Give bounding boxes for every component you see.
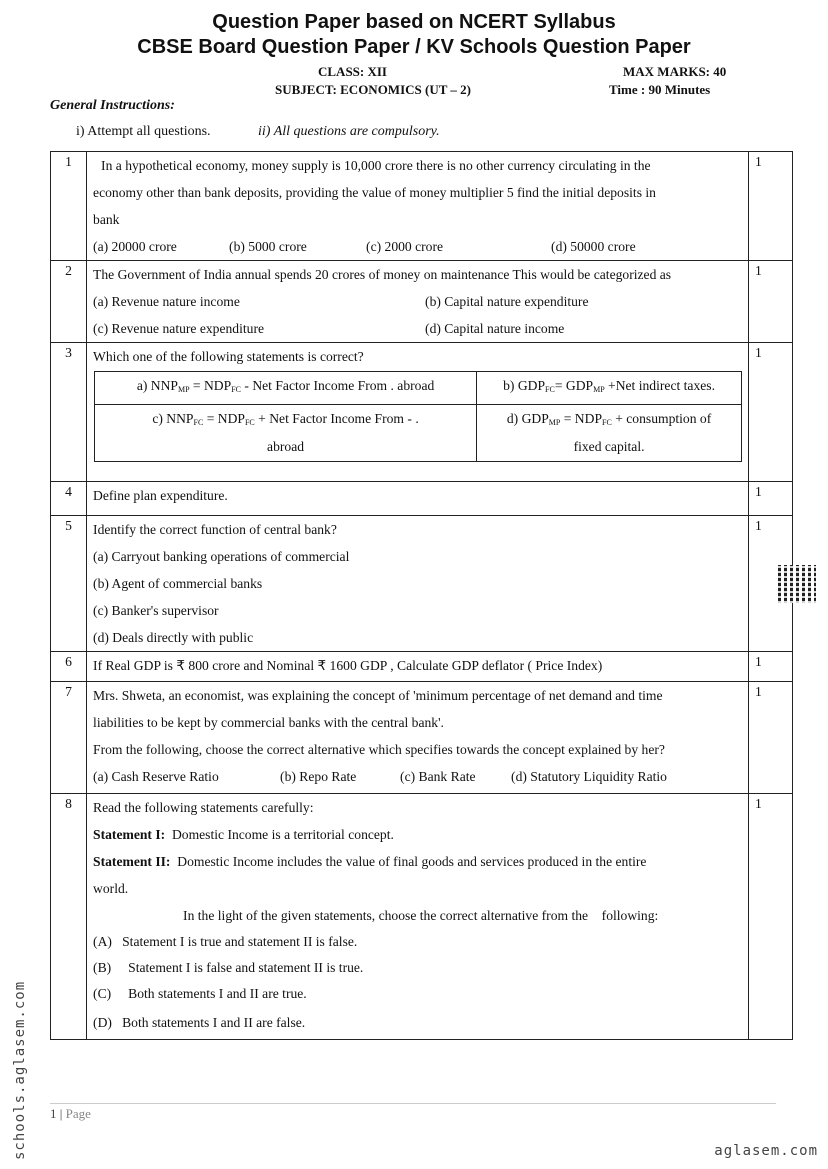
instruction-1: i) Attempt all questions. (76, 124, 211, 139)
question-marks: 1 (749, 261, 793, 343)
q7-line-3: From the following, choose the correct alternative which specifies towards the concept explained by her? (93, 742, 665, 757)
q8-statement-2: Statement II: Domestic Income includes the value of final goods and services produced in the entire (93, 854, 647, 869)
question-row-8 (51, 794, 793, 1040)
q5-line-1: Identify the correct function of central bank? (93, 522, 337, 537)
q7-option-b: (b) Repo Rate (280, 769, 357, 784)
qr-code-icon (778, 565, 816, 603)
question-number: 5 (51, 516, 87, 652)
q1-line-2: economy other than bank deposits, providing the value of money multiplier 5 find the initial deposits in (93, 185, 656, 200)
question-marks: 1 (749, 343, 793, 482)
q1-option-b: (b) 5000 crore (229, 239, 307, 254)
q8-option-c: (C) Both statements I and II are true. (93, 986, 307, 1001)
q1-option-c: (c) 2000 crore (366, 239, 444, 254)
q3-option-d: d) $GDP_{MP} = NDP_{FC}$ + consumption of fixed capital. (477, 405, 742, 462)
time-label: Time : 90 Minutes (609, 82, 711, 97)
q2-line-1: The Government of India annual spends 20 crores of money on maintenance This would be categorized as (93, 267, 672, 282)
max-marks-label: MAX MARKS: 40 (623, 64, 727, 79)
question-number: 7 (51, 682, 87, 794)
q7-line-1: Mrs. Shweta, an economist, was explaining the concept of 'minimum percentage of net demand and time (93, 688, 663, 703)
question-row-7 (51, 682, 793, 794)
q4-line-1: Define plan expenditure. (93, 488, 228, 503)
question-number: 6 (51, 652, 87, 682)
q8-statement-1: Statement I: Domestic Income is a territorial concept. (93, 827, 394, 842)
q1-option-a: (a) 20000 crore (93, 239, 177, 254)
header-title-line2: CBSE Board Question Paper / KV Schools Question Paper (137, 36, 691, 58)
q5-option-b: (b) Agent of commercial banks (93, 576, 263, 591)
q2-option-d: (d) Capital nature income (425, 321, 565, 336)
brand-watermark: aglasem.com (714, 1143, 818, 1159)
subject-label: SUBJECT: ECONOMICS (UT – 2) (275, 82, 471, 97)
question-number: 3 (51, 343, 87, 482)
q2-option-c: (c) Revenue nature expenditure (93, 321, 265, 336)
q3-line-1: Which one of the following statements is correct? (93, 349, 364, 364)
question-marks: 1 (749, 516, 793, 652)
q3-options-table (94, 371, 742, 462)
question-number: 4 (51, 482, 87, 516)
q8-option-d: (D) Both statements I and II are false. (93, 1015, 306, 1030)
general-instructions-title: General Instructions: (50, 98, 175, 113)
q3-option-b: b) $GDP_{FC}= GDP_{MP} +Net$ indirect taxes. (477, 372, 742, 405)
q7-option-a: (a) Cash Reserve Ratio (93, 769, 219, 784)
q5-option-c: (c) Banker's supervisor (93, 603, 219, 618)
q3-option-a: a) $NNP_{MP} = NDP_{FC}$ - Net Factor Income From . abroad (95, 372, 477, 405)
q1-option-d: (d) 50000 crore (551, 239, 636, 254)
q2-option-b: (b) Capital nature expenditure (425, 294, 589, 309)
question-marks: 1 (749, 794, 793, 1040)
question-number: 1 (51, 152, 87, 261)
q1-line-1: In a hypothetical economy, money supply is 10,000 crore there is no other currency circulating in the (101, 158, 651, 173)
q8-option-b: (B) Statement I is false and statement II is true. (93, 960, 364, 975)
q7-option-c: (c) Bank Rate (400, 769, 476, 784)
q8-line-5: In the light of the given statements, choose the correct alternative from the following: (183, 908, 659, 923)
q8-line-1: Read the following statements carefully: (93, 800, 314, 815)
header-title-line1: Question Paper based on NCERT Syllabus (212, 11, 616, 33)
question-marks: 1 (749, 652, 793, 682)
question-marks: 1 (749, 682, 793, 794)
q8-option-a: (A) Statement I is true and statement II is false. (93, 934, 358, 949)
q7-line-2: liabilities to be kept by commercial banks with the central bank'. (93, 715, 444, 730)
question-row-2 (51, 261, 793, 343)
q1-line-3: bank (93, 212, 120, 227)
question-number: 8 (51, 794, 87, 1040)
question-row-5 (51, 516, 793, 652)
q5-option-d: (d) Deals directly with public (93, 630, 254, 645)
q5-option-a: (a) Carryout banking operations of commercial (93, 549, 350, 564)
question-row-1 (51, 152, 793, 261)
q3-option-c: c) $NNP_{FC} = NDP_{FC}$ + Net Factor Income From - . abroad (95, 405, 477, 462)
q6-line-1: If Real GDP is ₹ 800 crore and Nominal ₹ 1600 GDP , Calculate GDP deflator ( Price Index) (93, 658, 603, 673)
side-watermark-url: schools.aglasem.com (12, 980, 28, 1160)
question-row-6 (51, 652, 793, 682)
question-marks: 1 (749, 152, 793, 261)
class-label: CLASS: XII (318, 64, 387, 79)
question-row-4 (51, 482, 793, 516)
page-number: 1 | Page (50, 1106, 91, 1121)
question-number: 2 (51, 261, 87, 343)
question-marks: 1 (749, 482, 793, 516)
instruction-2: ii) All questions are compulsory. (258, 124, 440, 139)
footer-divider (50, 1103, 776, 1104)
q8-line-4: world. (93, 881, 129, 896)
question-row-3 (51, 343, 793, 482)
q2-option-a: (a) Revenue nature income (93, 294, 240, 309)
q7-option-d: (d) Statutory Liquidity Ratio (511, 769, 667, 784)
questions-table (50, 151, 793, 1040)
